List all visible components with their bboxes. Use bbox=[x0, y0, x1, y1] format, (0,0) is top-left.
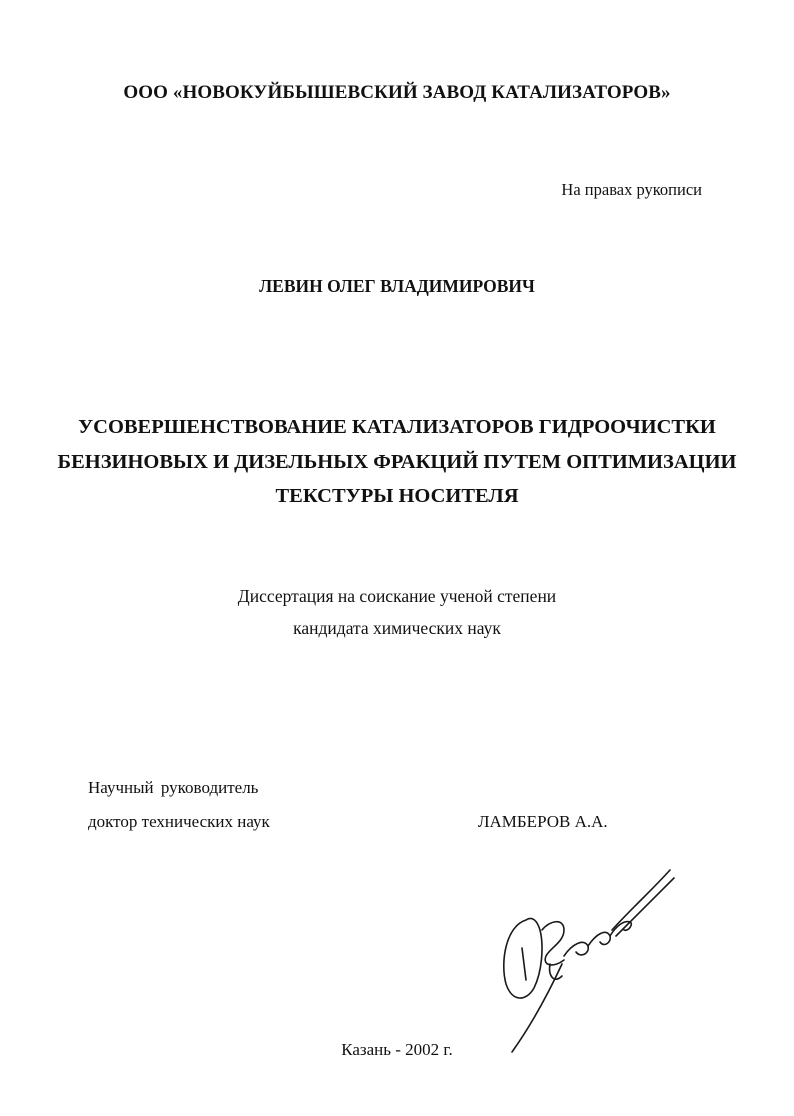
title-line-1: УСОВЕРШЕНСТВОВАНИЕ КАТАЛИЗАТОРОВ ГИДРООЧИСТКИ bbox=[78, 416, 716, 438]
supervisor-role: Научный руководитель bbox=[88, 778, 259, 797]
organization-name: ООО «НОВОКУЙБЫШЕВСКИЙ ЗАВОД КАТАЛИЗАТОРОВ» bbox=[123, 82, 671, 103]
supervisor-name: ЛАМБЕРОВ А.А. bbox=[478, 812, 608, 831]
degree-line-2: кандидата химических наук bbox=[293, 618, 501, 638]
manuscript-note: На правах рукописи bbox=[561, 180, 702, 199]
signature-icon bbox=[492, 864, 682, 1064]
dissertation-title bbox=[0, 410, 794, 514]
title-line-2: БЕНЗИНОВЫХ И ДИЗЕЛЬНЫХ ФРАКЦИЙ ПУТЕМ ОПТИМИЗАЦИИ bbox=[57, 450, 737, 473]
city-year: Казань - 2002 г. bbox=[341, 1040, 453, 1059]
supervisor-degree: доктор технических наук bbox=[88, 812, 270, 831]
author-name: ЛЕВИН ОЛЕГ ВЛАДИМИРОВИЧ bbox=[259, 276, 535, 296]
degree-statement bbox=[0, 580, 794, 644]
title-line-3: ТЕКСТУРЫ НОСИТЕЛЯ bbox=[275, 485, 519, 507]
degree-line-1: Диссертация на соискание ученой степени bbox=[237, 586, 557, 606]
